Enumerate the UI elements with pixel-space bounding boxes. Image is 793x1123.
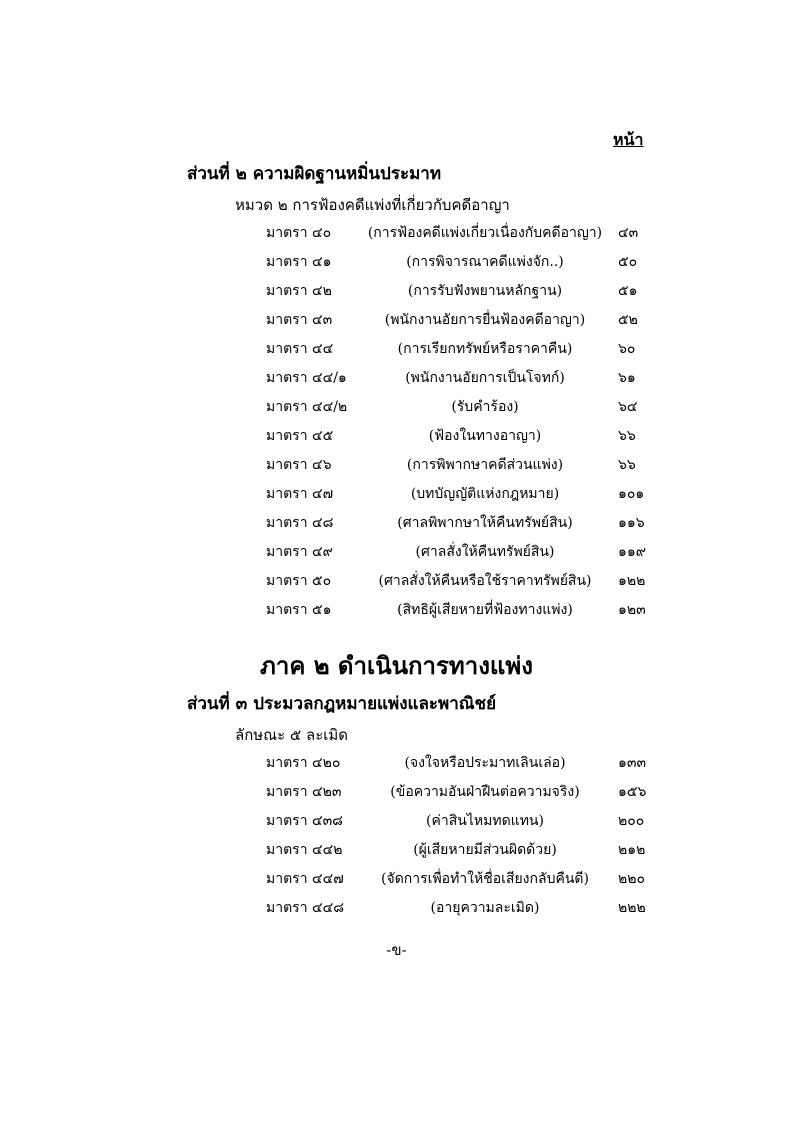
page-number: ๑๓๓ xyxy=(618,755,647,771)
list-item xyxy=(0,839,793,867)
page-number: ๑๒๒ xyxy=(618,573,646,589)
list-item xyxy=(0,570,793,598)
list-item xyxy=(0,599,793,627)
section-number: มาตรา ๔๔๒ xyxy=(266,842,343,858)
page-number: ๑๑๙ xyxy=(618,544,647,560)
page-number: ๑๑๖ xyxy=(618,515,645,531)
section-title: (การฟ้องคดีแพ่งเกี่ยวเนื่องกับคดีอาญา) xyxy=(367,225,603,241)
part2-heading: ส่วนที่ ๒ ความผิดฐานหมิ่นประมาท xyxy=(187,164,442,184)
section-title: (ศาลสั่งให้คืนหรือใช้ราคาทรัพย์สิน) xyxy=(378,573,592,589)
page-number: ๑๐๑ xyxy=(618,486,645,502)
list-item xyxy=(0,897,793,925)
page-footer-number: -ข- xyxy=(386,941,407,959)
page-number: ๖๖ xyxy=(618,428,636,444)
list-item xyxy=(0,251,793,279)
section-title: (การพิพากษาคดีส่วนแพ่ง) xyxy=(406,457,564,473)
part2-chapter-heading: หมวด ๒ การฟ้องคดีแพ่งที่เกี่ยวกับคดีอาญา xyxy=(235,196,510,214)
page-number: ๒๒๐ xyxy=(618,871,646,887)
section-number: มาตรา ๕๐ xyxy=(266,573,332,589)
list-item xyxy=(0,752,793,780)
division-heading: ภาค ๒ ดำเนินการทางแพ่ง xyxy=(260,651,533,680)
section-title: (ฟ้องในทางอาญา) xyxy=(428,428,542,444)
section-number: มาตรา ๔๔/๑ xyxy=(266,370,347,386)
section-number: มาตรา ๔๔ xyxy=(266,341,334,357)
list-item xyxy=(0,483,793,511)
list-item xyxy=(0,512,793,540)
list-item xyxy=(0,454,793,482)
part3-chapter-heading: ลักษณะ ๕ ละเมิด xyxy=(235,726,349,744)
page-number: ๕๒ xyxy=(618,312,638,328)
section-title: (ค่าสินไหมทดแทน) xyxy=(426,813,544,829)
section-title: (การรับฟังพยานหลักฐาน) xyxy=(407,283,563,299)
section-title: (จัดการเพื่อทำให้ชื่อเสียงกลับคืนดี) xyxy=(381,871,589,887)
section-number: มาตรา ๕๑ xyxy=(266,602,332,618)
section-title: (การเรียกทรัพย์หรือราคาคืน) xyxy=(397,341,573,357)
page-number: ๒๑๒ xyxy=(618,842,646,858)
section-title: (ผู้เสียหายมีส่วนผิดด้วย) xyxy=(413,842,557,858)
section-number: มาตรา ๔๓๘ xyxy=(266,813,343,829)
section-title: (ศาลพิพากษาให้คืนทรัพย์สิน) xyxy=(397,515,573,531)
section-number: มาตรา ๔๐ xyxy=(266,225,332,241)
section-number: มาตรา ๔๓ xyxy=(266,312,333,328)
page-number: ๖๑ xyxy=(618,370,636,386)
section-number: มาตรา ๔๘ xyxy=(266,515,334,531)
page-number: ๒๒๒ xyxy=(618,900,646,916)
list-item xyxy=(0,396,793,424)
list-item xyxy=(0,367,793,395)
page-column-label: หน้า xyxy=(613,130,644,149)
list-item xyxy=(0,280,793,308)
list-item xyxy=(0,425,793,453)
page-number: ๑๒๓ xyxy=(618,602,646,618)
page-number: ๑๕๖ xyxy=(618,784,647,800)
section-title: (สิทธิผู้เสียหายที่ฟ้องทางแพ่ง) xyxy=(397,602,573,618)
section-number: มาตรา ๔๔๗ xyxy=(266,871,344,887)
page-number: ๕๑ xyxy=(618,283,638,299)
list-item xyxy=(0,781,793,809)
page-number: ๕๐ xyxy=(618,254,638,270)
part3-heading: ส่วนที่ ๓ ประมวลกฎหมายแพ่งและพาณิชย์ xyxy=(187,694,497,714)
section-number: มาตรา ๔๖ xyxy=(266,457,332,473)
list-item xyxy=(0,309,793,337)
section-number: มาตรา ๔๒๐ xyxy=(266,755,341,771)
page-number: ๖๔ xyxy=(618,399,638,415)
section-number: มาตรา ๔๙ xyxy=(266,544,333,560)
section-number: มาตรา ๔๑ xyxy=(266,254,332,270)
section-number: มาตรา ๔๕ xyxy=(266,428,334,444)
section-title: (ข้อความอันฝ่าฝืนต่อความจริง) xyxy=(390,784,580,800)
section-title: (พนักงานอัยการยื่นฟ้องคดีอาญา) xyxy=(384,312,586,328)
page-number: ๔๓ xyxy=(618,225,639,241)
list-item xyxy=(0,222,793,250)
page-number: ๖๖ xyxy=(618,457,636,473)
list-item xyxy=(0,541,793,569)
section-number: มาตรา ๔๔/๒ xyxy=(266,399,348,415)
section-title: (พนักงานอัยการเป็นโจทก์) xyxy=(405,370,565,386)
list-item xyxy=(0,338,793,366)
section-number: มาตรา ๔๗ xyxy=(266,486,334,502)
list-item xyxy=(0,868,793,896)
section-title: (จงใจหรือประมาทเลินเล่อ) xyxy=(404,755,566,771)
page-number: ๖๐ xyxy=(618,341,636,357)
section-number: มาตรา ๔๒๓ xyxy=(266,784,342,800)
section-title: (รับคำร้อง) xyxy=(451,399,519,415)
section-title: (อายุความละเมิด) xyxy=(430,900,540,916)
section-title: (การพิจารณาคดีแพ่งจัก..) xyxy=(406,254,564,270)
section-title: (บทบัญญัติแห่งกฎหมาย) xyxy=(410,486,560,502)
list-item xyxy=(0,810,793,838)
section-number: มาตรา ๔๔๘ xyxy=(266,900,345,916)
section-title: (ศาลสั่งให้คืนทรัพย์สิน) xyxy=(415,544,555,560)
page-number: ๒๐๐ xyxy=(618,813,645,829)
section-number: มาตรา ๔๒ xyxy=(266,283,332,299)
